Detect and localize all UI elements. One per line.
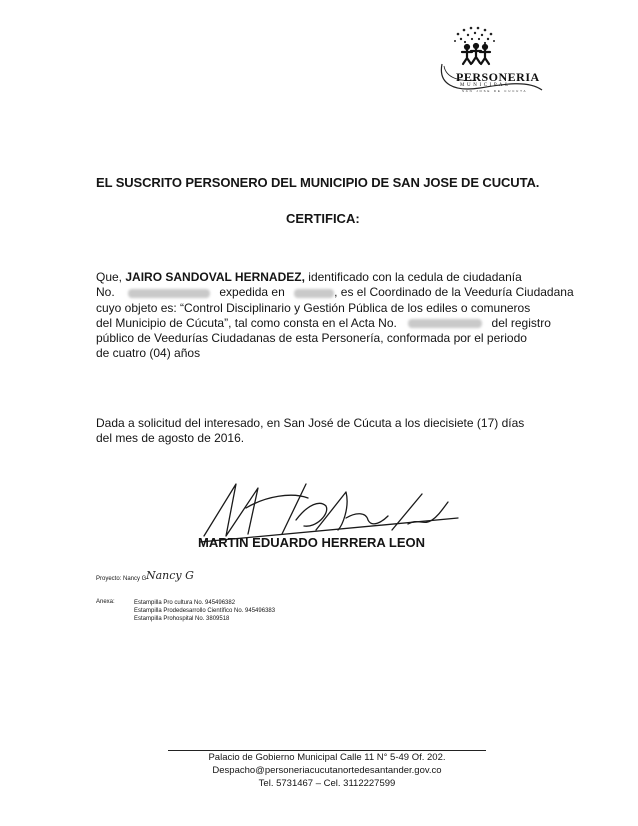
footer [168,751,486,790]
redacted-city [294,289,334,298]
proyecto-initials: Nancy G [146,569,194,582]
logo-tagline: SAN JOSE DE CUCUTA [462,89,528,93]
body-line-1 [96,270,548,285]
personeria-logo [420,20,550,110]
certificate-body [96,270,574,362]
body-line-2 [96,285,574,300]
issue-statement [96,416,548,447]
anexa-list [134,599,275,624]
logo-subtitle: MUNICIPAL [460,83,511,88]
issue-line-1: Dada a solicitud del interesado, en San José de Cúcuta a los diecisiete (17) días [96,416,525,430]
footer-phone: Tel. 5731467 – Cel. 3112227599 [258,778,396,789]
logo-emblem-icon [420,20,550,110]
body-line-2-rest: , es el Coordinado de la Veeduría Ciudadana [334,285,574,300]
proyecto-label: Proyecto: Nancy G [96,576,147,582]
redacted-acta-number [408,319,482,328]
anexa-item: Estampilla Prodedesarrollo Científico No. 945496383 [134,608,276,615]
body-line-3: cuyo objeto es: “Control Disciplinario y Gestión Pública de los ediles o comuneros [96,300,531,315]
que-word: Que, [96,270,123,284]
body-line-4-a: del Municipio de Cúcuta”, tal como consta en el Acta No. [96,315,397,330]
signer-name: MARTIN EDUARDO HERRERA LEON [198,535,426,550]
anexa-label: Anexa: [96,599,115,605]
body-line-4-b: del registro [491,315,551,330]
redacted-cedula-number [128,289,210,298]
anexa-item: Estampilla Pro cultura No. 945496382 [134,600,236,606]
person-name: JAIRO SANDOVAL HERNADEZ, [125,270,305,284]
anexa-item: Estampilla Prohospital No. 3809518 [134,616,230,623]
logo-title: PERSONERIA [456,70,540,84]
document-heading: EL SUSCRITO PERSONERO DEL MUNICIPIO DE SAN JOSE DE CUCUTA. [96,175,540,190]
cedula-no-label: No. [96,285,115,300]
body-line-4 [96,315,551,331]
expedida-en-label: expedida en [219,285,285,300]
body-line-1-rest: identificado con la cedula de ciudadanía [304,270,522,284]
footer-address: Palacio de Gobierno Municipal Calle 11 N° 5-49 Of. 202. [208,752,446,763]
body-line-6: de cuatro (04) años [96,346,201,361]
certifica-title: CERTIFICA: [286,211,360,226]
issue-line-2: del mes de agosto de 2016. [96,431,245,446]
body-line-5: público de Veedurías Ciudadanas de esta Personería, conformada por el periodo [96,331,527,346]
footer-email: Despacho@personeriacucutanortedesantander.gov.co [212,765,442,776]
